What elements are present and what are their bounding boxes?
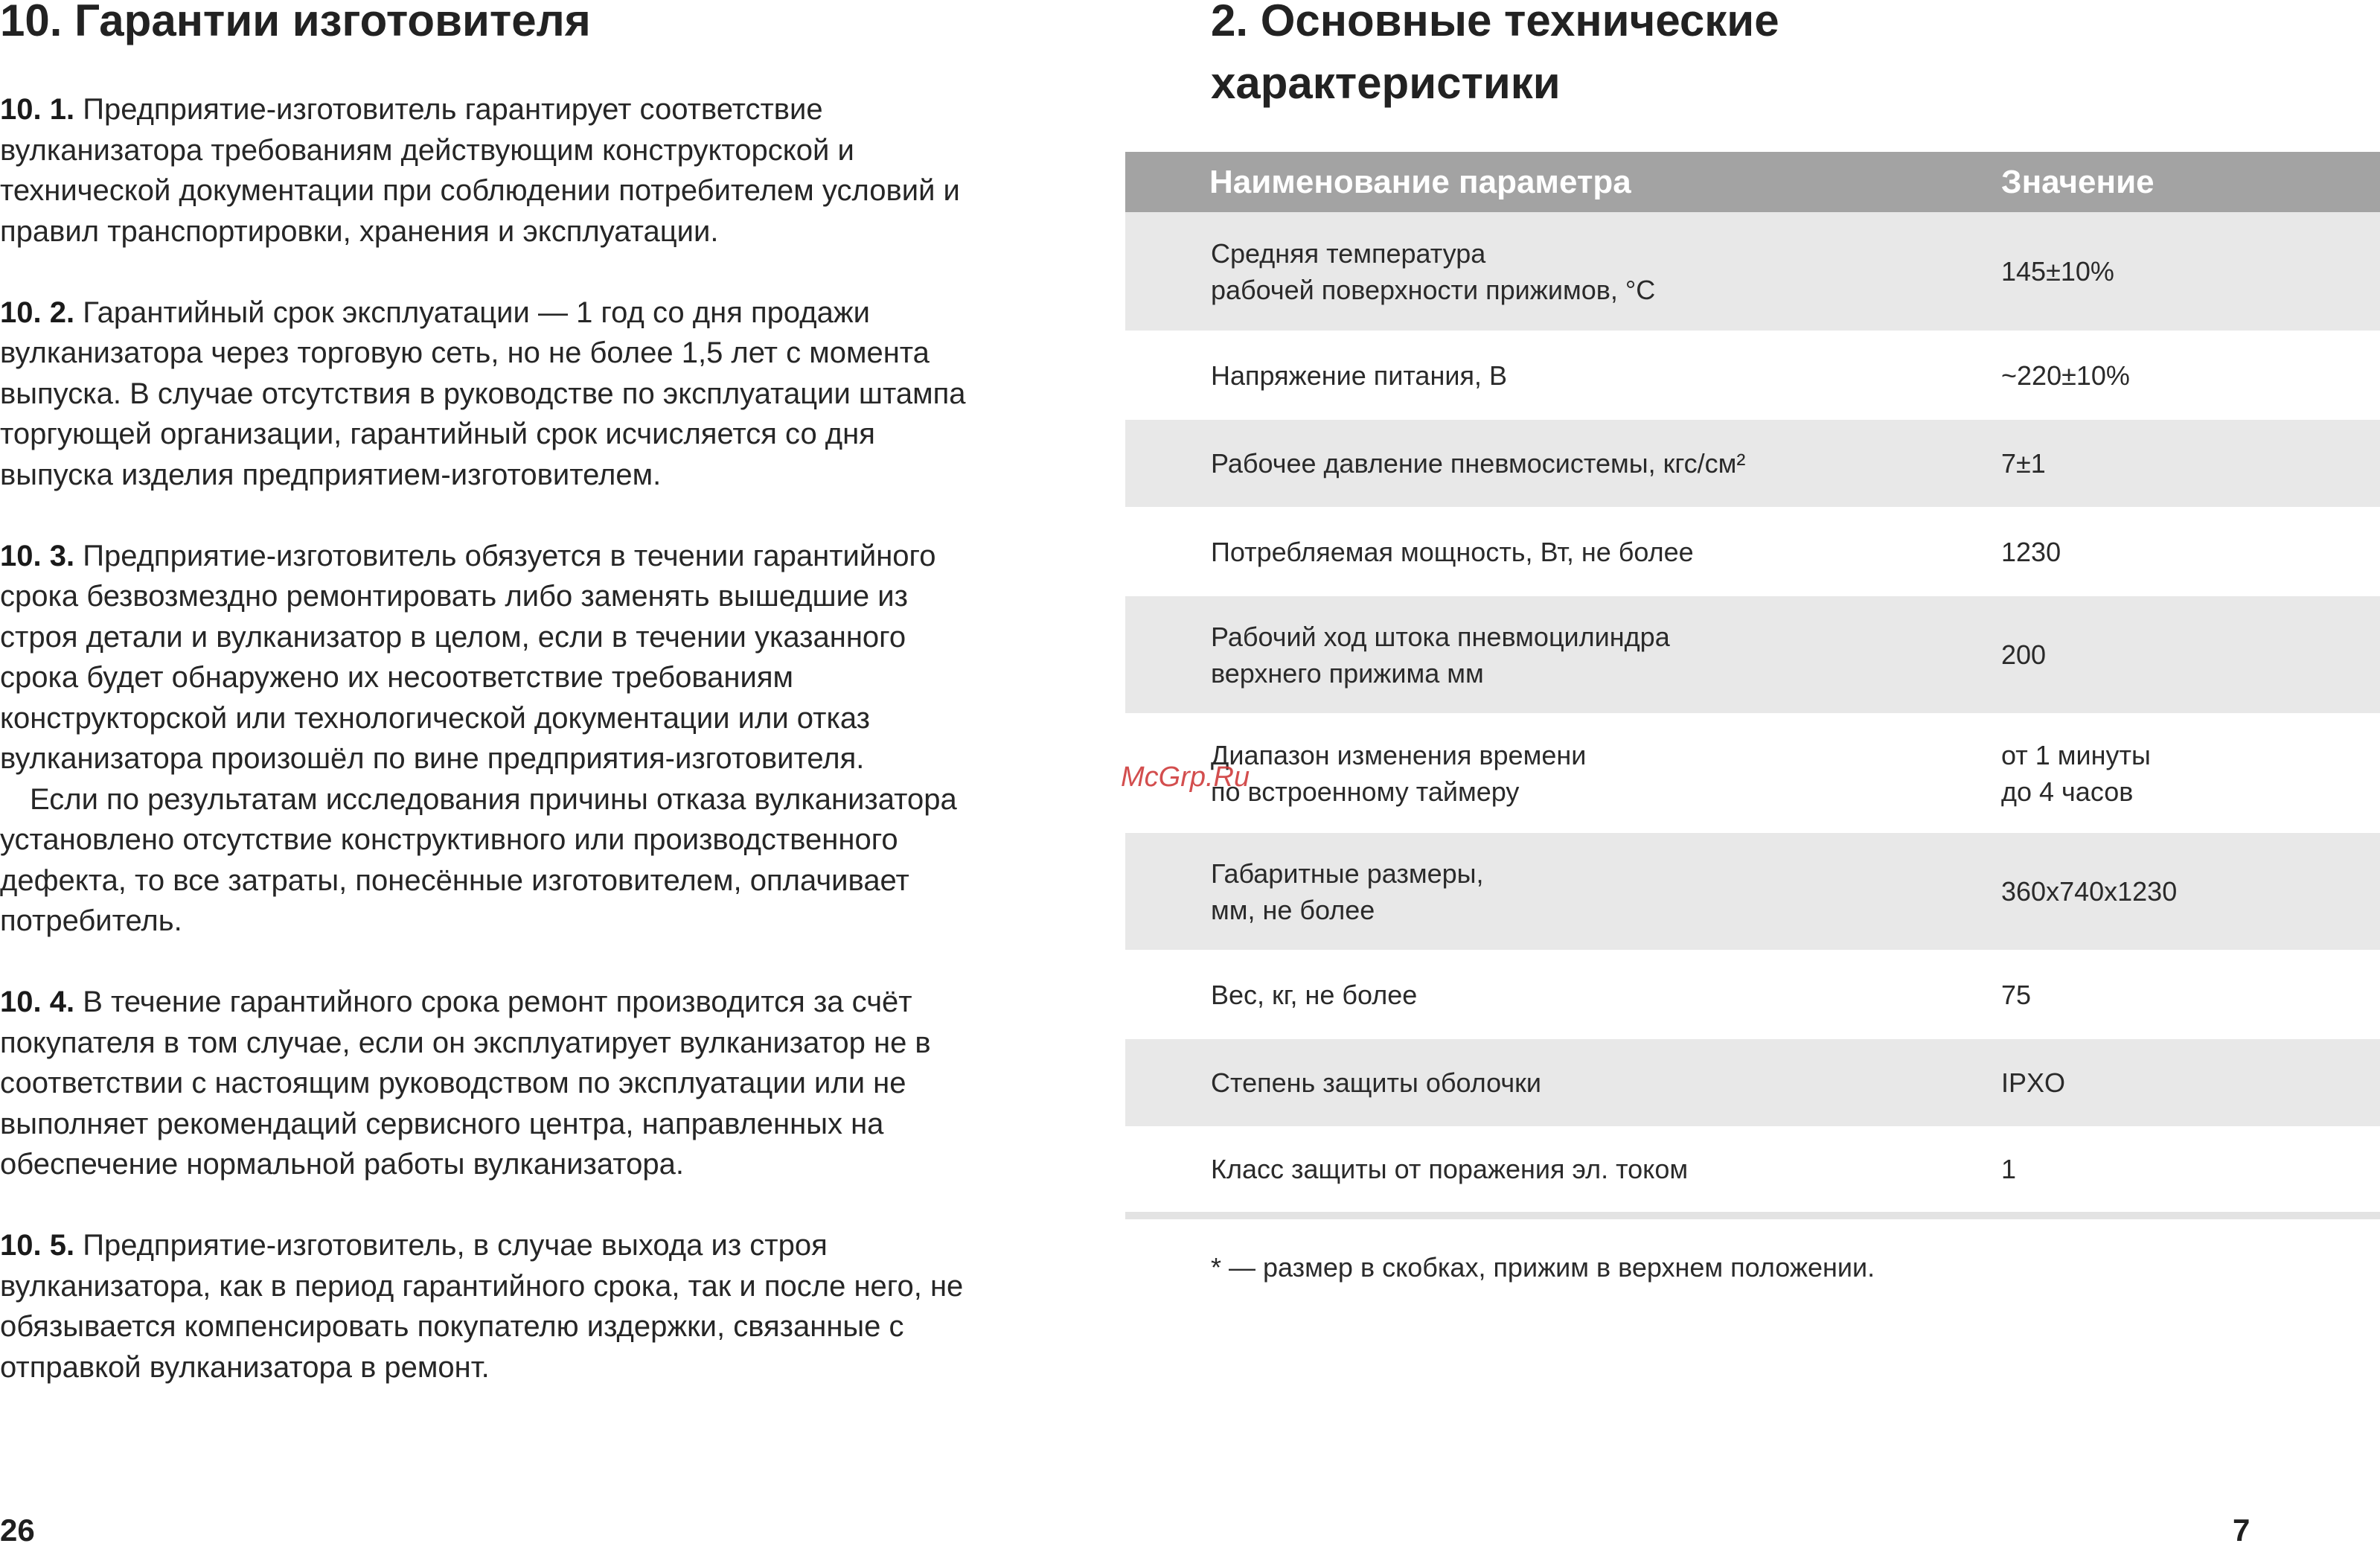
specs-title-line-1: 2. Основные технические xyxy=(1211,0,1779,45)
value-cell xyxy=(2001,357,2130,394)
watermark: McGrp.Ru xyxy=(1121,761,1250,793)
value-line: 200 xyxy=(2001,639,2047,670)
param-cell xyxy=(1125,855,2001,928)
item-text: выпуска изделия предприятием-изготовителем. xyxy=(0,458,662,491)
item-text: Предприятие-изготовитель, в случае выхода из строя xyxy=(83,1229,828,1262)
paragraph-gap xyxy=(0,252,1057,293)
item-text: срока безвозмездно ремонтировать либо заменять вышедшие из xyxy=(0,580,908,613)
param-cell xyxy=(1125,235,2001,308)
param-line: Рабочее давление пневмосистемы, кгс/см² xyxy=(1211,448,1746,479)
page-number-left: 26 xyxy=(0,1513,35,1548)
item-text: Если по результатам исследования причины отказа вулканизатора xyxy=(30,782,957,816)
item-text: потребитель. xyxy=(0,904,182,937)
item-text: выполняет рекомендаций сервисного центра, направленных на xyxy=(0,1107,884,1140)
item-text: торгующей организации, гарантийный срок исчисляется со дня xyxy=(0,418,875,450)
table-footnote: * — размер в скобках, прижим в верхнем положении. xyxy=(1211,1252,1875,1283)
table-row xyxy=(1125,833,2380,950)
item-text: дефекта, то все затраты, понесённые изготовителем, оплачивает xyxy=(0,863,909,897)
item-text: строя детали и вулканизатор в целом, если в течении указанного xyxy=(0,620,906,654)
value-cell xyxy=(2001,445,2046,482)
item-text: Предприятие-изготовитель обязуется в течении гарантийного xyxy=(83,539,936,572)
item-number: 10. 2. xyxy=(0,296,75,329)
table-row xyxy=(1125,713,2380,833)
param-line: Напряжение питания, В xyxy=(1211,360,1507,391)
param-cell xyxy=(1125,1064,2001,1101)
value-cell xyxy=(2001,1151,2016,1187)
paragraph-gap xyxy=(0,495,1057,536)
item-text: выпуска. В случае отсутствия в руководстве по эксплуатации штампа xyxy=(0,377,966,410)
param-line: Диапазон изменения времени xyxy=(1211,739,1587,770)
value-cell xyxy=(2001,534,2061,570)
param-line: Потребляемая мощность, Вт, не более xyxy=(1211,536,1694,567)
value-line: 7±1 xyxy=(2001,448,2046,479)
paragraph-gap xyxy=(0,1185,1057,1226)
param-line: Вес, кг, не более xyxy=(1211,979,1418,1010)
value-line: IPXO xyxy=(2001,1067,2066,1098)
table-bottom-rule xyxy=(1125,1212,2380,1219)
item-text: покупателя в том случае, если он эксплуатирует вулканизатор не в xyxy=(0,1026,931,1059)
param-line: верхнего прижима мм xyxy=(1211,657,1484,689)
param-line: по встроенному таймеру xyxy=(1211,776,1520,807)
value-line: 145±10% xyxy=(2001,256,2114,287)
item-text: установлено отсутствие конструктивного или производственного xyxy=(0,823,898,856)
warranty-item-10-3-continuation-rest xyxy=(0,820,1057,942)
value-line: ~220±10% xyxy=(2001,360,2130,391)
item-text: Предприятие-изготовитель гарантирует соответствие xyxy=(83,93,823,126)
table-row xyxy=(1125,331,2380,420)
header-param: Наименование параметра xyxy=(1209,163,1631,200)
warranty-text xyxy=(0,89,1057,1388)
item-text: вулканизатора требованиям действующим конструкторской и xyxy=(0,133,854,167)
item-number: 10. 1. xyxy=(0,93,75,126)
specs-table xyxy=(1125,152,2380,1219)
warranty-item-10-5 xyxy=(0,1225,1057,1388)
param-line: рабочей поверхности прижимов, °С xyxy=(1211,274,1656,305)
item-text: конструкторской или технологической документации или отказ xyxy=(0,701,871,735)
value-line: 1230 xyxy=(2001,536,2061,567)
item-text: обязывается компенсировать покупателю издержки, связанные с xyxy=(0,1310,904,1343)
param-cell xyxy=(1125,619,2001,692)
warranty-item-10-3-continuation xyxy=(0,779,1057,820)
table-row xyxy=(1125,596,2380,713)
item-text: обеспечение нормальной работы вулканизатора. xyxy=(0,1148,684,1181)
specs-title-line-2: характеристики xyxy=(1211,58,1561,108)
param-cell xyxy=(1125,737,2001,810)
item-text: отправкой вулканизатора в ремонт. xyxy=(0,1350,490,1384)
item-text: вулканизатора через торговую сеть, но не более 1,5 лет с момента xyxy=(0,336,930,369)
item-text: технической документации при соблюдении потребителем условий и xyxy=(0,174,960,207)
item-text: вулканизатора, как в период гарантийного срока, так и после него, не xyxy=(0,1269,964,1303)
warranty-item-10-2 xyxy=(0,293,1057,496)
item-text: срока будет обнаружено их несоответствие требованиям xyxy=(0,661,794,694)
item-text: соответствии с настоящим руководством по эксплуатации или не xyxy=(0,1067,906,1099)
table-row xyxy=(1125,1039,2380,1126)
param-cell xyxy=(1125,1151,2001,1187)
value-cell xyxy=(2001,977,2031,1013)
warranty-item-10-4 xyxy=(0,982,1057,1185)
value-line: 1 xyxy=(2001,1154,2017,1184)
value-line: 75 xyxy=(2001,979,2032,1010)
value-cell xyxy=(2001,873,2177,910)
warranty-section-title: 10. Гарантии изготовителя xyxy=(0,0,591,45)
param-line: Класс защиты от поражения эл. током xyxy=(1211,1154,1689,1184)
param-cell xyxy=(1125,534,2001,570)
item-text: правил транспортировки, хранения и эксплуатации. xyxy=(0,214,719,248)
header-value: Значение xyxy=(2001,163,2155,200)
item-number: 10. 4. xyxy=(0,986,75,1018)
table-row xyxy=(1125,212,2380,331)
specs-section-title xyxy=(1211,0,2104,115)
value-line: 360х740х1230 xyxy=(2001,876,2178,907)
param-line: Средняя температура xyxy=(1211,237,1486,269)
warranty-item-10-1 xyxy=(0,89,1057,252)
value-cell xyxy=(2001,636,2046,673)
param-line: Габаритные размеры, xyxy=(1211,858,1484,889)
param-line: мм, не более xyxy=(1211,894,1375,925)
right-page xyxy=(1125,0,2380,1555)
table-row xyxy=(1125,950,2380,1039)
value-line: до 4 часов xyxy=(2001,776,2134,807)
value-cell xyxy=(2001,737,2151,810)
value-line: от 1 минуты xyxy=(2001,739,2151,770)
value-cell xyxy=(2001,1064,2065,1101)
left-page xyxy=(0,0,1079,1555)
table-row xyxy=(1125,420,2380,507)
table-row xyxy=(1125,507,2380,596)
value-cell xyxy=(2001,253,2114,290)
param-cell xyxy=(1125,977,2001,1013)
item-number: 10. 3. xyxy=(0,539,75,572)
paragraph-gap xyxy=(0,942,1057,983)
warranty-item-10-3 xyxy=(0,536,1057,779)
param-cell xyxy=(1125,445,2001,482)
param-line: Рабочий ход штока пневмоцилиндра xyxy=(1211,621,1670,652)
item-text: вулканизатора произошёл по вине предприятия-изготовителя. xyxy=(0,742,865,775)
table-row xyxy=(1125,1126,2380,1212)
item-number: 10. 5. xyxy=(0,1229,75,1262)
page-number-right: 7 xyxy=(2233,1513,2251,1548)
param-cell xyxy=(1125,357,2001,394)
item-text: В течение гарантийного срока ремонт производится за счёт xyxy=(83,986,912,1018)
param-line: Степень защиты оболочки xyxy=(1211,1067,1542,1098)
item-text: Гарантийный срок эксплуатации — 1 год со дня продажи xyxy=(83,296,870,329)
table-header xyxy=(1125,152,2380,212)
